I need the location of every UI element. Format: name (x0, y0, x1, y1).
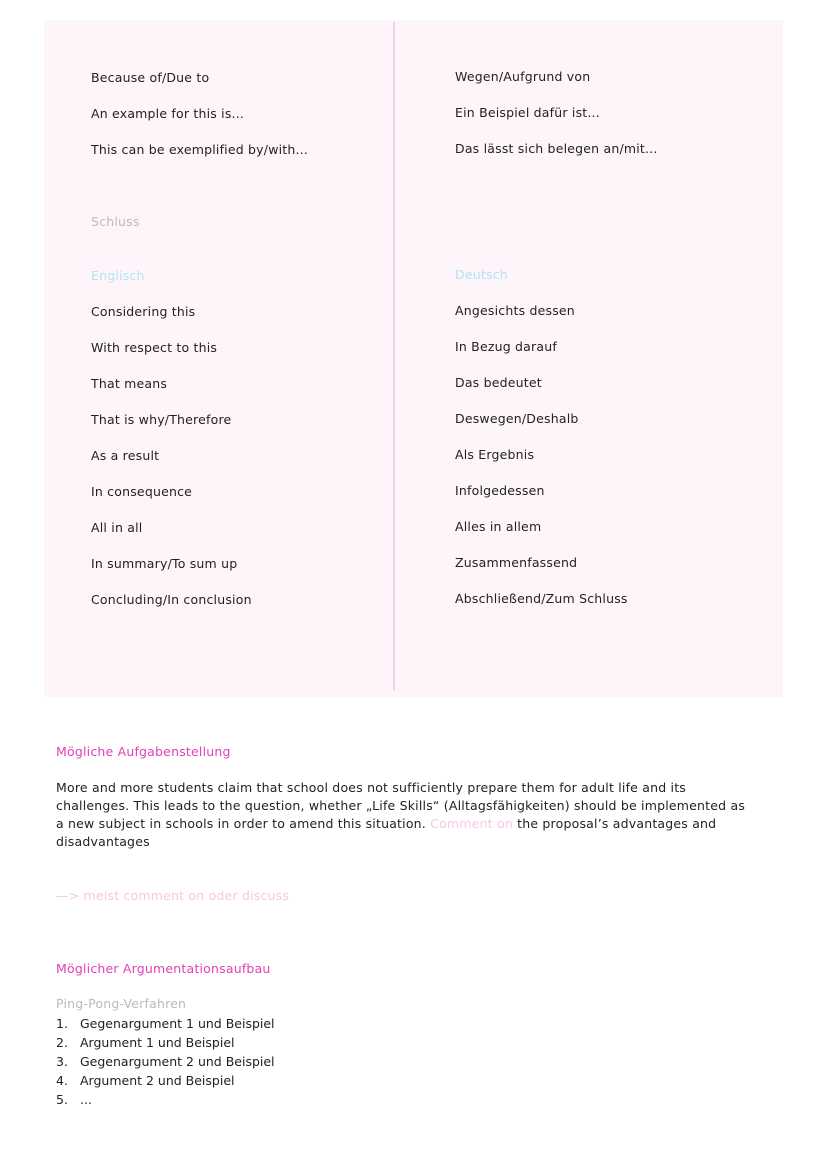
phrase-de: Das bedeutet (455, 375, 542, 390)
list-item (56, 1033, 275, 1052)
phrase-en: That means (91, 376, 168, 391)
task-text-part: the proposal’s advantages and disadvantages (56, 816, 717, 849)
list-text: Gegenargument 1 und Beispiel (80, 1016, 275, 1031)
phrase-en: Concluding/In conclusion (91, 592, 252, 607)
phrase-de: Angesichts dessen (455, 303, 575, 318)
structure-subtitle: Ping-Pong-Verfahren (56, 996, 187, 1011)
phrase-de: Zusammenfassend (455, 555, 578, 570)
phrase-en: That is why/Therefore (91, 412, 232, 427)
list-text: Argument 2 und Beispiel (80, 1073, 235, 1088)
phrase-en: All in all (91, 520, 143, 535)
phrase-en: This can be exemplified by/with... (91, 142, 309, 157)
task-text-part: More and more students claim that school does not sufficiently prepare them for adult life and its challenges. This leads to the question, whether „Life Skills“ (Alltagsfähigkeiten) should be implemented as a new subject in schools in order to amend this situation. (56, 780, 746, 831)
structure-list (56, 1014, 275, 1109)
column-header-en: Englisch (91, 268, 145, 283)
phrase-de: Alles in allem (455, 519, 542, 534)
task-heading: Mögliche Aufgabenstellung (56, 744, 231, 759)
list-number: 1. (56, 1016, 68, 1031)
list-text: Argument 1 und Beispiel (80, 1035, 235, 1050)
list-number: 5. (56, 1092, 68, 1107)
list-item (56, 1090, 275, 1109)
list-text: Gegenargument 2 und Beispiel (80, 1054, 275, 1069)
task-note: —> meist comment on oder discuss (56, 888, 290, 903)
phrase-en: In consequence (91, 484, 193, 499)
phrase-de: Wegen/Aufgrund von (455, 69, 591, 84)
phrase-de: Abschließend/Zum Schluss (455, 591, 628, 606)
task-text (56, 779, 756, 851)
phrase-en: Because of/Due to (91, 70, 210, 85)
phrase-de: Ein Beispiel dafür ist... (455, 105, 600, 120)
phrase-en: In summary/To sum up (91, 556, 238, 571)
list-number: 3. (56, 1054, 68, 1069)
phrase-de: Deswegen/Deshalb (455, 411, 579, 426)
structure-heading: Möglicher Argumentationsaufbau (56, 961, 271, 976)
list-text: ... (80, 1092, 92, 1107)
phrase-en: With respect to this (91, 340, 218, 355)
list-item (56, 1052, 275, 1071)
task-highlight: Comment on (430, 816, 513, 831)
phrase-en: As a result (91, 448, 160, 463)
phrase-de: In Bezug darauf (455, 339, 557, 354)
phrase-de: Infolgedessen (455, 483, 545, 498)
list-number: 2. (56, 1035, 68, 1050)
list-item (56, 1014, 275, 1033)
phrase-en: Considering this (91, 304, 196, 319)
phrase-de: Als Ergebnis (455, 447, 535, 462)
list-item (56, 1071, 275, 1090)
column-divider (393, 22, 395, 690)
phrase-de: Das lässt sich belegen an/mit... (455, 141, 658, 156)
list-number: 4. (56, 1073, 68, 1088)
column-header-de: Deutsch (455, 267, 508, 282)
section-title: Schluss (91, 214, 140, 229)
phrase-en: An example for this is... (91, 106, 245, 121)
